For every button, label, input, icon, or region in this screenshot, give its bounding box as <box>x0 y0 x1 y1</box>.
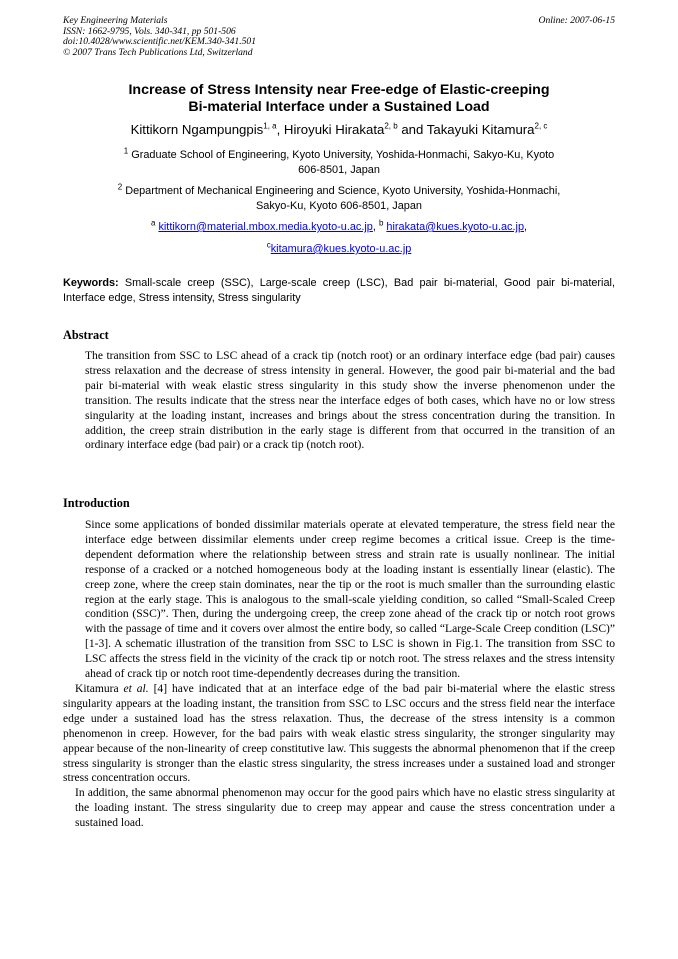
email-line-2 <box>63 242 615 256</box>
journal-header <box>63 16 615 58</box>
issn-line: ISSN: 1662-9795, Vols. 340-341, pp 501-506 <box>63 25 236 37</box>
paper-title <box>63 82 615 116</box>
affiliation-text: Graduate School of Engineering, Kyoto University, Yoshida-Honmachi, Sakyo-Ku, Kyoto <box>131 149 555 161</box>
journal-name: Key Engineering Materials <box>63 15 168 26</box>
copyright-line: © 2007 Trans Tech Publications Ltd, Switzerland <box>63 46 253 58</box>
abstract-heading: Abstract <box>63 328 109 342</box>
email-mark: a <box>150 218 156 228</box>
title-line-2: Bi-material Interface under a Sustained Load <box>188 99 490 115</box>
author-affiliation-mark: 2, b <box>384 121 398 131</box>
author-separator: and <box>397 122 427 137</box>
author-name: Kittikorn Ngampungpis <box>130 122 264 137</box>
affiliation-text: Sakyo-Ku, Kyoto 606-8501, Japan <box>256 199 422 212</box>
intro-p2-lead: Kitamura <box>75 682 124 695</box>
affiliation-number: 2 <box>117 182 123 192</box>
keywords-label: Keywords: <box>63 277 119 289</box>
intro-paragraph-1: Since some applications of bonded dissimilar materials operate at elevated temperature, the stress field near the interface edge between dissimilar elements under creep regime becomes a critical issue. Creep is the time-dependent deformation where the relationship between stress and strain rate is usually nonlinear. The initial response of a cracked or a notched homogeneous body at the loading instant is essentially linear (elastic). The creep zone, where the creep stain dominates, near the tip or the root is much smaller than the surrounding elastic region at the early stage. This is analogous to the small-scale yielding condition, so called “Small-Scaled Creep condition (SSC)”. Then, during the undergoing creep, the creep zone ahead of the crack tip or notch root grows with the passage of time and it covers over almost the entire body, so called “Large-Scale Creep condition (LSC)” [1-3]. A schematic illustration of the transition from SSC to LSC is shown in Fig.1. The transition from SSC to LSC affects the stress field in the vicinity of the crack tip or notch root. The stress relaxes and the stress intensity ahead of crack tip or notch root time-dependently decreases during the transition. <box>85 519 615 681</box>
intro-paragraph-2 <box>63 682 615 786</box>
author-separator: , <box>276 122 284 137</box>
email-link-c[interactable]: kitamura@kues.kyoto-u.ac.jp <box>270 243 412 255</box>
keywords-text: Small-scale creep (SSC), Large-scale creep (LSC), Bad pair bi-material, Good pair bi-material, Interface edge, Stress intensity, Stress singularity <box>63 277 615 304</box>
author-name: Hiroyuki Hirakata <box>283 122 385 137</box>
author-name: Takayuki Kitamura <box>426 122 535 137</box>
title-line-1: Increase of Stress Intensity near Free-edge of Elastic-creeping <box>128 82 550 98</box>
affiliation-text: Department of Mechanical Engineering and Science, Kyoto University, Yoshida-Honmachi, <box>125 185 561 197</box>
intro-p2-etal: et al. <box>123 682 149 695</box>
intro-p2-text: [4] have indicated that at an interface edge of the bad pair bi-material where the elastic stress singularity appears at the loading instant, the transition from SSC to LSC occurs and the stress field near the interface edge under a sustained load has the stress relaxation. Thus, the decrease of the stress intensity is a common phenomenon in creep. However, for the bad pairs with weak elastic stress singularity, the stronger singularity may appear because of the non-linearity of creep constitutive law. This suggests the abnormal phenomenon that if the creep stress singularity is stronger than the elastic stress singularity, the stress increases under a sustained load and stronger stress concentration occurs. <box>63 682 615 785</box>
doi-line: doi:10.4028/www.scientific.net/KEM.340-341.501 <box>63 36 257 48</box>
abstract-paragraph <box>63 349 615 453</box>
introduction-body <box>63 518 615 831</box>
email-link-a[interactable]: kittikorn@material.mbox.media.kyoto-u.ac.jp <box>158 221 373 233</box>
author-list <box>63 122 615 138</box>
affiliation-1 <box>80 148 598 178</box>
abstract-text: The transition from SSC to LSC ahead of a crack tip (notch root) or an ordinary interface edge (bad pair) causes stress relaxation and the decrease of stress intensity in general. However, the good pair bi-material and the bad pair bi-material with weak elastic stress singularity in this study show the inverse phenomenon under the transition. The results indicate that the stress near the interface edges of both cases, which have no or low stress singularity at the loading instant, increases and brings about the stress concentration during the transition. In addition, the creep strain distribution in the early stage is different from that occurred in the transition of an ordinary interface edge (bad pair) or a crack tip (notch root). <box>85 350 615 452</box>
email-link-b[interactable]: hirakata@kues.kyoto-u.ac.jp <box>386 221 524 233</box>
introduction-heading: Introduction <box>63 496 130 510</box>
author-affiliation-mark: 1, a <box>263 121 277 131</box>
email-mark: c <box>266 240 271 250</box>
email-line-1: $^a$ kittikorn@material.mbox.media.kyoto-u.ac.jp, $^b$ hirakata@kues.kyoto-u.ac.jp, <box>150 218 528 233</box>
affiliation-text: 606-8501, Japan <box>298 163 380 176</box>
author-affiliation-mark: 2, c <box>534 121 548 131</box>
intro-paragraph-3: In addition, the same abnormal phenomenon may occur for the good pairs which have no elastic stress singularity at the loading instant. The stress singularity due to creep may appear and cause the stress concentration under a sustained load. <box>75 787 615 830</box>
email-mark: b <box>378 218 384 228</box>
affiliation-2 <box>80 184 598 214</box>
keywords-block <box>63 276 615 306</box>
online-date: Online: 2007-06-15 <box>538 15 615 26</box>
affiliation-number: 1 <box>123 146 129 156</box>
